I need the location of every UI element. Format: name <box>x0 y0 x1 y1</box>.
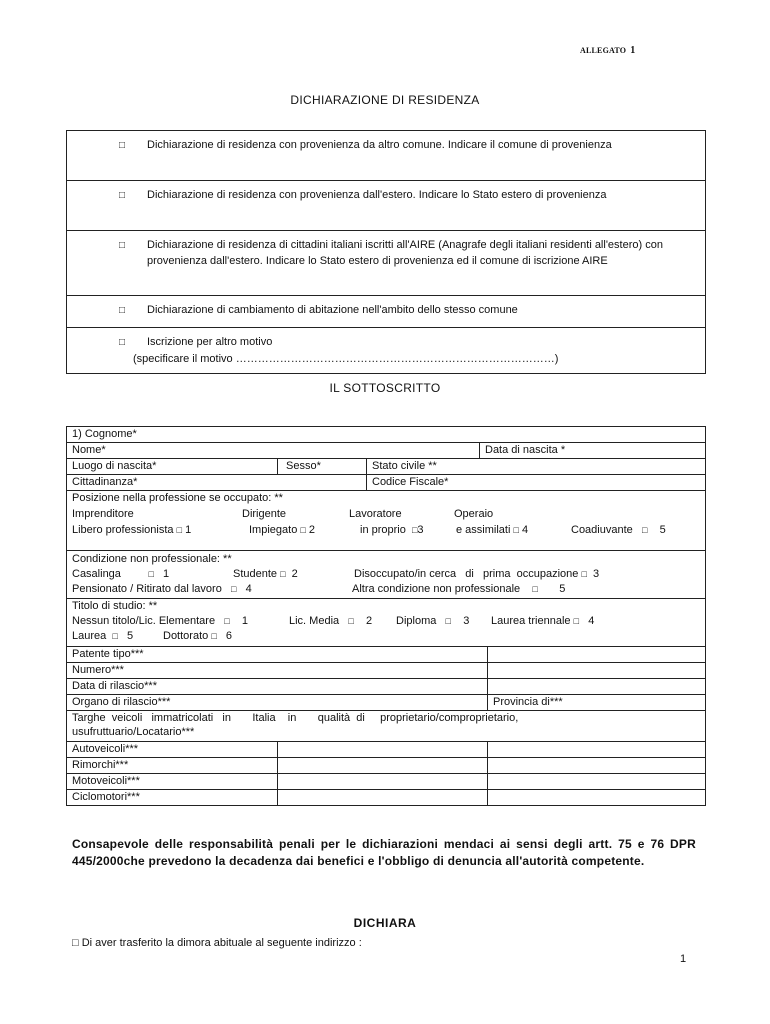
code: 3 <box>463 615 470 627</box>
checkbox-icon[interactable]: □ <box>119 190 126 201</box>
option-text: Dichiarazione di residenza con provenienza da altro comune. Indicare il comune di provenienza <box>147 139 612 151</box>
ciclomotori-value-1[interactable] <box>277 790 487 805</box>
row-motoveicoli <box>67 773 705 789</box>
checkbox-icon[interactable]: □ <box>119 305 126 316</box>
option-text: Dichiarazione di residenza con provenienza dall'estero. Indicare lo Stato estero di provenienza <box>147 189 607 201</box>
checkbox-icon[interactable]: □ <box>300 525 306 535</box>
numero-field[interactable]: Numero*** <box>72 664 124 676</box>
code: 4 <box>588 615 595 627</box>
checkbox-icon[interactable]: □ <box>641 525 648 535</box>
data-rilascio-value[interactable] <box>487 679 705 694</box>
row-patente <box>67 646 705 662</box>
checkbox-icon[interactable]: □ <box>119 140 126 151</box>
code: 5 <box>127 630 134 642</box>
option-specify-text: (specificare il motivo ……………………………………………………………………………) <box>133 352 559 365</box>
option-coadiuvante[interactable] <box>571 524 666 536</box>
row-luogo <box>67 458 705 474</box>
organo-rilascio-field[interactable]: Organo di rilascio*** <box>72 696 171 708</box>
option-lic-media[interactable] <box>289 615 372 627</box>
option-pensionato[interactable] <box>72 583 252 595</box>
residence-options-box <box>66 130 706 374</box>
autoveicoli-value-1[interactable] <box>277 742 487 757</box>
row-data-rilascio <box>67 678 705 694</box>
label: Diploma <box>396 615 437 627</box>
option-dottorato[interactable] <box>163 630 232 642</box>
row-posizione <box>67 490 705 550</box>
label: Lic. Media <box>289 615 340 627</box>
row-nome <box>67 442 705 458</box>
nome-field[interactable]: Nome* <box>72 444 106 456</box>
option-nessun-titolo[interactable] <box>72 615 248 627</box>
code: 1 <box>163 568 170 580</box>
checkbox-icon[interactable]: □ <box>581 569 587 579</box>
allegato-number: 1 <box>630 45 636 56</box>
checkbox-icon[interactable]: □ <box>532 584 538 594</box>
option-in-proprio[interactable] <box>360 524 424 536</box>
page-number: 1 <box>680 953 687 965</box>
row-numero <box>67 662 705 678</box>
option-text: Iscrizione per altro motivo <box>147 336 273 348</box>
row-autoveicoli <box>67 741 705 757</box>
row-cognome <box>67 427 705 442</box>
code: 3 <box>593 568 600 580</box>
ciclomotori-value-2[interactable] <box>487 790 705 805</box>
targhe-line-2: usufruttuario/Locatario*** <box>72 726 195 738</box>
rimorchi-field[interactable]: Rimorchi*** <box>72 759 129 771</box>
stato-civile-field[interactable]: Stato civile ** <box>366 459 705 474</box>
code: 2 <box>365 615 373 627</box>
option-altro-comune[interactable] <box>67 131 705 180</box>
row-rimorchi <box>67 757 705 773</box>
posizione-heading: Posizione nella professione se occupato: ** <box>72 492 283 504</box>
label: Impiegato <box>249 524 298 536</box>
code: 2 <box>308 524 315 536</box>
numero-value[interactable] <box>487 663 705 678</box>
checkbox-icon[interactable]: □ <box>176 525 183 535</box>
rimorchi-value-1[interactable] <box>277 758 487 773</box>
option-text: Dichiarazione di residenza di cittadini italiani iscritti all'AIRE (Anagrafe degli italiani residenti all'estero) con provenienza dall'estero. Indicare lo Stato estero di provenienza ed il comune di iscrizione AIRE <box>147 239 663 267</box>
row-cittadinanza <box>67 474 705 490</box>
checkbox-icon[interactable]: □ <box>445 616 451 626</box>
option-text: Dichiarazione di cambiamento di abitazione nell'ambito dello stesso comune <box>147 304 518 316</box>
code: 5 <box>659 524 666 536</box>
option-cambio-abitazione[interactable] <box>67 295 705 327</box>
option-studente[interactable] <box>233 568 298 580</box>
checkbox-icon[interactable]: □ <box>348 616 354 626</box>
label: Dottorato <box>163 630 209 642</box>
personal-data-table <box>66 426 706 806</box>
titolo-heading: Titolo di studio: ** <box>72 600 158 612</box>
option-impiegato[interactable] <box>249 524 315 536</box>
option-laurea[interactable] <box>72 630 133 642</box>
checkbox-icon[interactable]: □ <box>148 569 154 579</box>
col-dirigente: Dirigente <box>242 508 287 520</box>
option-diploma[interactable] <box>396 615 469 627</box>
code: 5 <box>559 583 566 595</box>
cittadinanza-field[interactable]: Cittadinanza* <box>72 476 138 488</box>
checkbox-icon[interactable]: □ <box>211 631 217 641</box>
data-nascita-field[interactable]: Data di nascita * <box>479 443 705 458</box>
option-libero-professionista[interactable] <box>72 524 191 536</box>
row-condizione <box>67 550 705 598</box>
row-targhe <box>67 710 705 741</box>
checkbox-icon[interactable]: □ <box>119 337 126 348</box>
document-title: DICHIARAZIONE DI RESIDENZA <box>290 93 480 107</box>
label: Pensionato / Ritirato dal lavoro <box>72 583 222 595</box>
responsibility-statement: Consapevole delle responsabilità penali per le dichiarazioni mendaci ai sensi degli artt. 75 e 76 DPR 445/2000che prevedono la decadenza dai benefici e l'obbligo di denuncia all'autorità competente. <box>72 837 696 868</box>
cognome-field[interactable]: 1) Cognome* <box>72 428 137 440</box>
col-lavoratore: Lavoratore <box>349 508 402 520</box>
dichiara-heading: DICHIARA <box>353 916 417 930</box>
checkbox-icon[interactable]: □ <box>72 937 79 949</box>
patente-tipo-value[interactable] <box>487 647 705 662</box>
label: e assimilati <box>456 524 511 536</box>
option-disoccupato[interactable] <box>354 568 599 580</box>
allegato-label <box>580 45 635 56</box>
checkbox-icon[interactable]: □ <box>230 584 237 594</box>
code: 3 <box>417 524 424 536</box>
trasferito-text: Di aver trasferito la dimora abituale al seguente indirizzo : <box>81 937 362 949</box>
label: Laurea <box>72 630 107 642</box>
option-aire[interactable] <box>67 230 705 295</box>
checkbox-icon[interactable]: □ <box>280 569 286 579</box>
data-rilascio-field[interactable]: Data di rilascio*** <box>72 680 157 692</box>
option-estero[interactable] <box>67 180 705 230</box>
codice-fiscale-field[interactable]: Codice Fiscale* <box>366 475 705 490</box>
ciclomotori-field[interactable]: Ciclomotori*** <box>72 791 140 803</box>
col-imprenditore: Imprenditore <box>72 508 134 520</box>
autoveicoli-field[interactable]: Autoveicoli*** <box>72 743 139 755</box>
motoveicoli-value-2[interactable] <box>487 774 705 789</box>
code: 1 <box>185 524 192 536</box>
targhe-line-1: Targhe veicoli immatricolati in Italia in qualità di proprietario/comproprietario, <box>72 712 519 724</box>
option-laurea-triennale[interactable] <box>491 615 594 627</box>
motoveicoli-value-1[interactable] <box>277 774 487 789</box>
condizione-heading: Condizione non professionale: ** <box>72 553 232 565</box>
code: 1 <box>241 615 249 627</box>
checkbox-icon[interactable]: □ <box>411 525 418 535</box>
label: Disoccupato/in cerca di prima occupazione <box>354 568 579 580</box>
label: Studente <box>233 568 278 580</box>
row-organo <box>67 694 705 710</box>
label: Coadiuvante <box>571 524 633 536</box>
col-operaio: Operaio <box>454 508 494 520</box>
label: in proprio <box>360 524 406 536</box>
checkbox-icon[interactable]: □ <box>224 616 230 626</box>
checkbox-icon[interactable]: □ <box>112 631 118 641</box>
option-casalinga[interactable] <box>72 568 169 580</box>
label: Nessun titolo/Lic. Elementare <box>72 615 216 627</box>
code: 4 <box>245 583 252 595</box>
label: Laurea triennale <box>491 615 571 627</box>
checkbox-icon[interactable]: □ <box>119 240 126 251</box>
label: Casalinga <box>72 568 121 580</box>
patente-tipo-field[interactable]: Patente tipo*** <box>72 648 144 660</box>
row-titolo <box>67 598 705 646</box>
section-heading-sottoscritto: IL SOTTOSCRITTO <box>329 381 441 395</box>
checkbox-icon[interactable]: □ <box>573 616 580 626</box>
provincia-field[interactable]: Provincia di*** <box>487 695 705 710</box>
option-trasferito-dimora[interactable] <box>72 937 362 949</box>
rimorchi-value-2[interactable] <box>487 758 705 773</box>
allegato-text: ALLEGATO <box>580 46 627 55</box>
motoveicoli-field[interactable]: Motoveicoli*** <box>72 775 140 787</box>
row-ciclomotori <box>67 789 705 805</box>
option-altra-condizione[interactable] <box>352 583 565 595</box>
autoveicoli-value-2[interactable] <box>487 742 705 757</box>
code: 2 <box>291 568 298 580</box>
sesso-field[interactable]: Sesso* <box>277 459 366 474</box>
option-altro-motivo[interactable] <box>67 327 705 373</box>
checkbox-icon[interactable]: □ <box>513 525 519 535</box>
luogo-nascita-field[interactable]: Luogo di nascita* <box>72 460 157 472</box>
code: 6 <box>225 630 233 642</box>
label: Libero professionista <box>72 524 174 536</box>
option-assimilati[interactable] <box>456 524 528 536</box>
label: Altra condizione non professionale <box>352 583 521 595</box>
code: 4 <box>521 524 529 536</box>
